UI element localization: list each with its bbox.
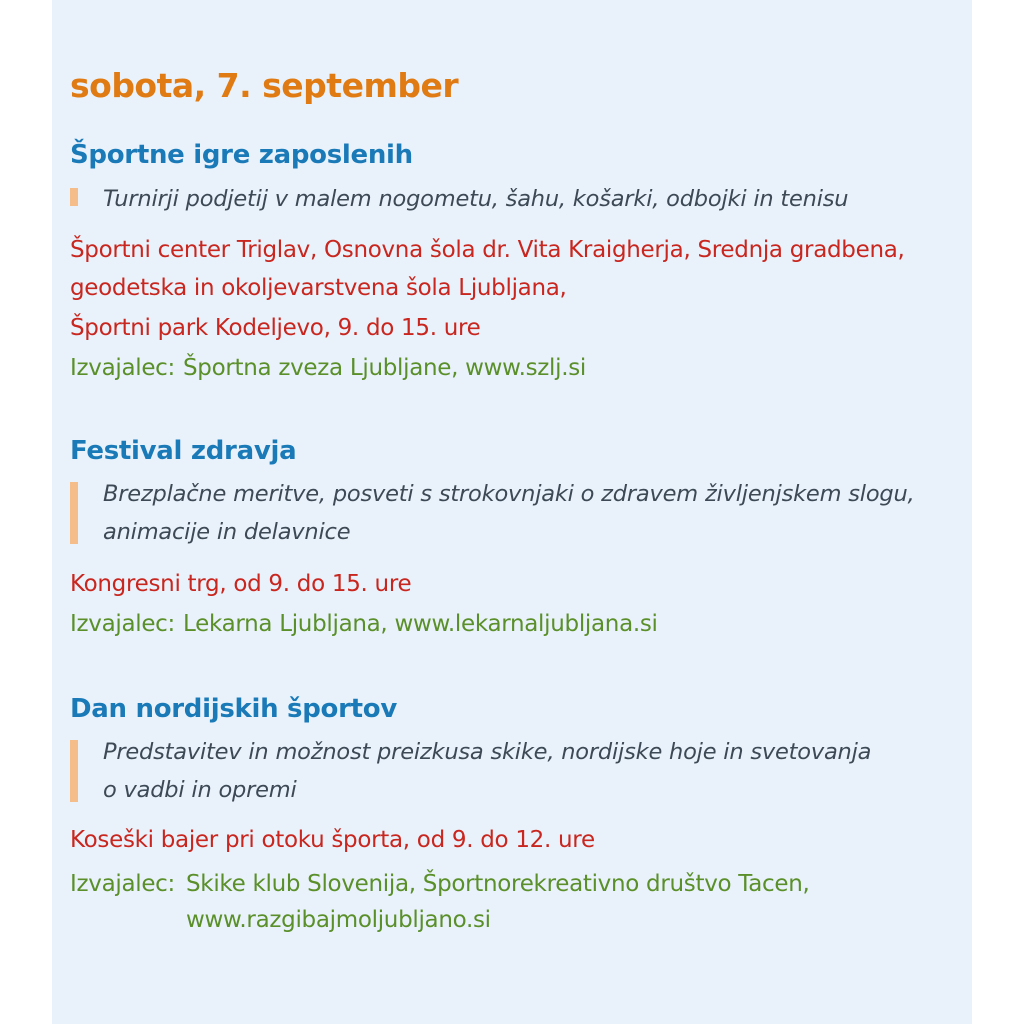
description-bar [70,188,78,206]
event-title-sportne-igre: Športne igre zaposlenih [70,140,413,170]
organizer-line: Skike klub Slovenija, Športnorekreativno društvo Tacen, [186,871,810,897]
event-location-line: Športni center Triglav, Osnovna šola dr. Vita Kraigherja, Srednja gradbena, [70,237,905,263]
event-title-dan-nordijskih-sportov: Dan nordijskih športov [70,694,397,724]
event-location-line: Kongresni trg, od 9. do 15. ure [70,571,412,597]
organizer-label: Izvajalec: [70,871,175,897]
description-bar [70,482,78,544]
event-description-line: animacije in delavnice [103,519,351,545]
event-title-festival-zdravja: Festival zdravja [70,436,297,466]
organizer-line: Športna zveza Ljubljane, www.szlj.si [183,355,586,381]
organizer-line: Lekarna Ljubljana, www.lekarnaljubljana.si [183,611,658,637]
event-description-line: o vadbi in opremi [103,777,297,803]
organizer-line: www.razgibajmoljubljano.si [186,907,491,933]
event-location-line: geodetska in okoljevarstvena šola Ljubljana, [70,275,567,301]
organizer-label: Izvajalec: [70,611,175,637]
organizer-label: Izvajalec: [70,355,175,381]
event-location-line: Športni park Kodeljevo, 9. do 15. ure [70,315,481,341]
description-bar [70,740,78,802]
event-description-line: Brezplačne meritve, posveti s strokovnjaki o zdravem življenjskem slogu, [103,481,915,507]
event-description-line: Turnirji podjetij v malem nogometu, šahu, košarki, odbojki in tenisu [103,186,849,212]
date-heading: sobota, 7. september [70,66,459,105]
event-location-line: Koseški bajer pri otoku športa, od 9. do 12. ure [70,827,595,853]
event-description-line: Predstavitev in možnost preizkusa skike, nordijske hoje in svetovanja [103,739,872,765]
